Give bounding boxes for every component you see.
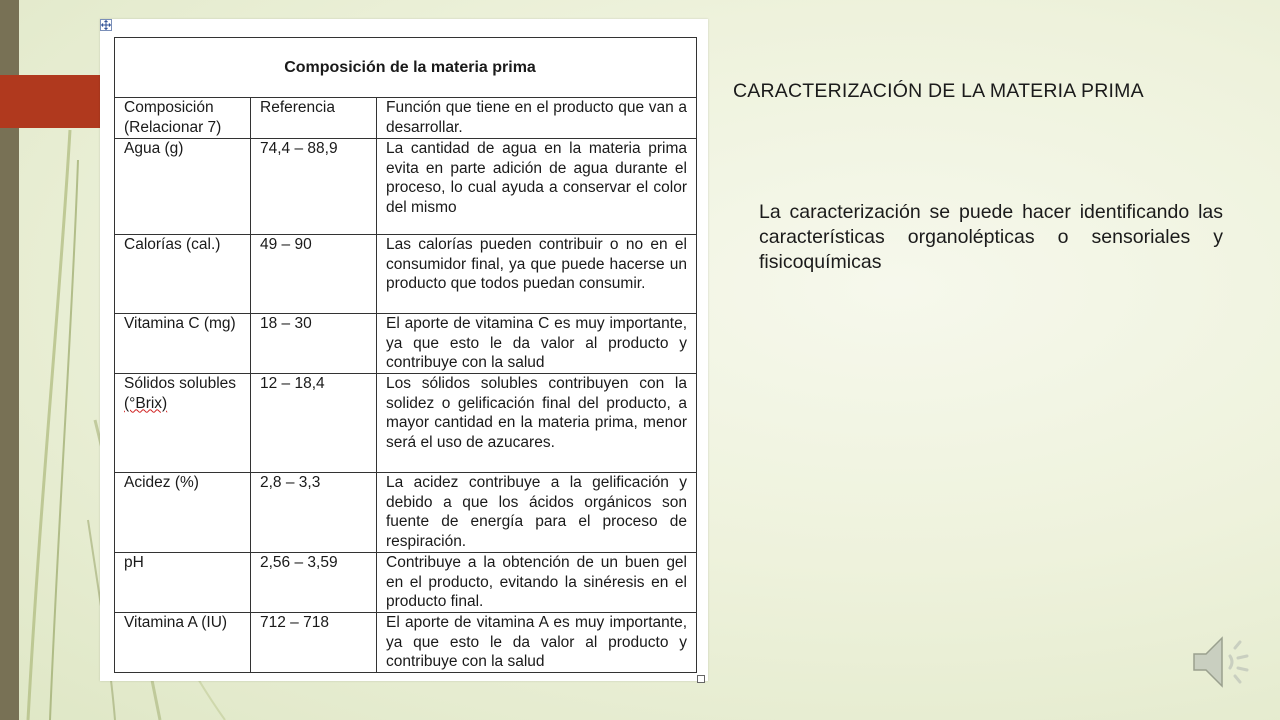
cell-composicion: pH [115, 553, 251, 613]
header-composicion [115, 98, 251, 139]
cell-referencia: 2,8 – 3,3 [251, 473, 377, 553]
resize-handle[interactable] [697, 675, 705, 683]
cell-funcion: El aporte de vitamina C es muy importante, ya que esto le da valor al producto y contribuye con la salud [377, 314, 697, 374]
cell-referencia: 2,56 – 3,59 [251, 553, 377, 613]
table-row [115, 374, 697, 473]
composition-table-image[interactable] [100, 19, 708, 681]
cell-composicion-line1: Sólidos solubles [124, 375, 237, 392]
composition-table [114, 37, 697, 673]
table-header-row [115, 98, 697, 139]
move-icon[interactable] [100, 19, 112, 31]
table-row [115, 314, 697, 374]
cell-funcion: La acidez contribuye a la gelificación y debido a que los ácidos orgánicos son fuente de energía para el proceso de respiración. [377, 473, 697, 553]
cell-funcion: Contribuye a la obtención de un buen gel en el producto, evitando la sinéresis en el producto final. [377, 553, 697, 613]
cell-referencia: 712 – 718 [251, 613, 377, 673]
cell-composicion: Vitamina C (mg) [115, 314, 251, 374]
header-referencia: Referencia [251, 98, 377, 139]
table-row [115, 553, 697, 613]
cell-funcion: Los sólidos solubles contribuyen con la solidez o gelificación final del producto, a mayor cantidad en la materia prima, menor será el uso de azucares. [377, 374, 697, 473]
header-funcion: Función que tiene en el producto que van a desarrollar. [377, 98, 697, 139]
move-icon-graphic [100, 19, 112, 31]
cell-referencia: 12 – 18,4 [251, 374, 377, 473]
cell-funcion: El aporte de vitamina A es muy importante, ya que esto le da valor al producto y contribuye con la salud [377, 613, 697, 673]
slide-title: CARACTERIZACIÓN DE LA MATERIA PRIMA [733, 80, 1144, 102]
cell-funcion: La cantidad de agua en la materia prima evita en parte adición de agua durante el proceso, lo cual ayuda a conservar el color del mismo [377, 139, 697, 235]
table-row [115, 473, 697, 553]
header-composicion-line1: Composición [124, 99, 214, 116]
cell-composicion: Agua (g) [115, 139, 251, 235]
cell-composicion [115, 374, 251, 473]
cell-referencia: 74,4 – 88,9 [251, 139, 377, 235]
table-row [115, 235, 697, 314]
cell-referencia: 49 – 90 [251, 235, 377, 314]
table-row [115, 139, 697, 235]
table-caption: Composición de la materia prima [115, 38, 697, 98]
cell-funcion: Las calorías pueden contribuir o no en el consumidor final, ya que puede hacerse un producto que todos puedan consumir. [377, 235, 697, 314]
cell-composicion: Vitamina A (IU) [115, 613, 251, 673]
cell-composicion: Calorías (cal.) [115, 235, 251, 314]
header-composicion-line2: (Relacionar 7) [124, 118, 222, 136]
red-accent-tab [0, 75, 104, 128]
cell-referencia: 18 – 30 [251, 314, 377, 374]
speaker-icon[interactable] [1190, 630, 1254, 694]
cell-composicion-line2: (°Brix) [124, 394, 168, 412]
cell-composicion: Acidez (%) [115, 473, 251, 553]
slide-body-text: La caracterización se puede hacer identificando las características organolépticas o sensoriales y fisicoquímicas [759, 201, 1223, 273]
table-row [115, 613, 697, 673]
